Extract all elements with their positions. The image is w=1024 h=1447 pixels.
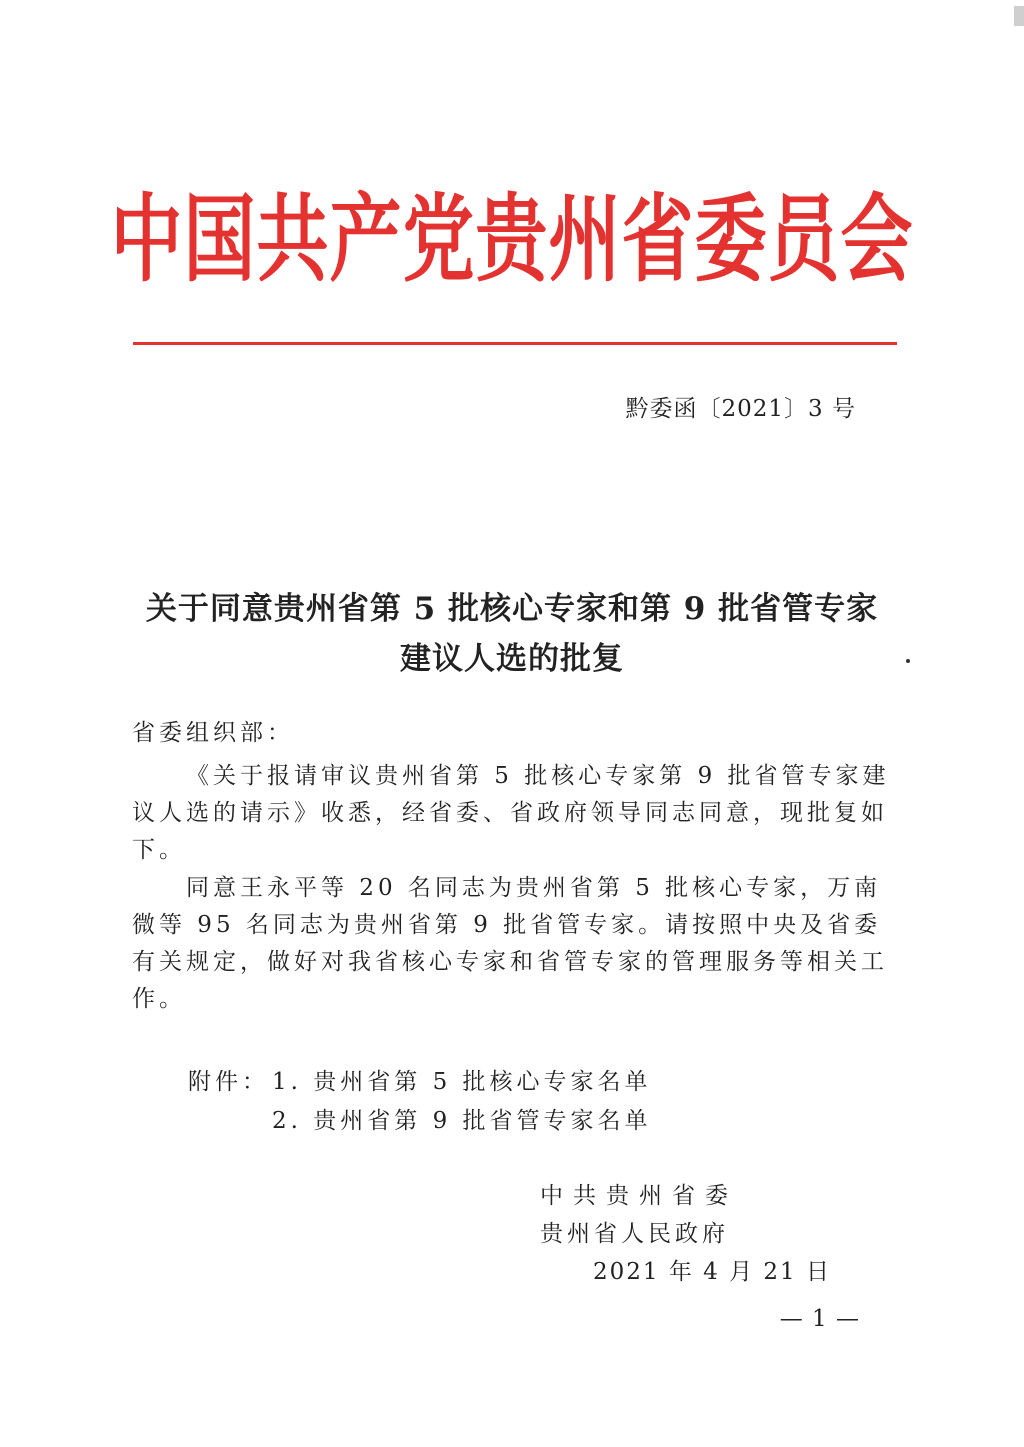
scan-dot <box>906 659 910 663</box>
document-number: 黔委函〔2021〕3 号 <box>625 396 856 422</box>
salutation: 省委组织部： <box>132 720 294 746</box>
attachments <box>188 1063 652 1141</box>
body-paragraph-2: 同意王永平等 20 名同志为贵州省第 5 批核心专家，万南微等 95 名同志为贵州省第 9 批省管专家。请按照中央及省委有关规定，做好对我省核心专家和省管专家的管理服务等相关工作。 <box>132 875 888 1012</box>
page-number: — 1 — <box>779 1306 860 1332</box>
signature-block <box>540 1177 831 1291</box>
issue-date: 2021 年 4 月 21 日 <box>593 1259 831 1285</box>
scan-edge-mark <box>1014 6 1024 26</box>
body-paragraph-1: 《关于报请审议贵州省第 5 批核心专家第 9 批省管专家建议人选的请示》收悉，经省委、省政府领导同志同意，现批复如下。 <box>132 763 890 863</box>
issuing-authority-header: 中国共产党贵州省委员会 <box>110 183 914 295</box>
attachment-item-2: 2. 贵州省第 9 批省管专家名单 <box>272 1108 652 1134</box>
document-title-line-2: 建议人选的批复 <box>400 641 624 677</box>
attachments-label: 附件： <box>188 1069 269 1095</box>
document-title-line-1: 关于同意贵州省第 5 批核心专家和第 9 批省管专家 <box>145 591 879 627</box>
attachment-item-1: 1. 贵州省第 5 批核心专家名单 <box>272 1069 652 1095</box>
signatory-party-committee: 中共贵州省委 <box>540 1183 738 1209</box>
red-separator-line <box>133 342 897 345</box>
signatory-government: 贵州省人民政府 <box>540 1221 729 1247</box>
